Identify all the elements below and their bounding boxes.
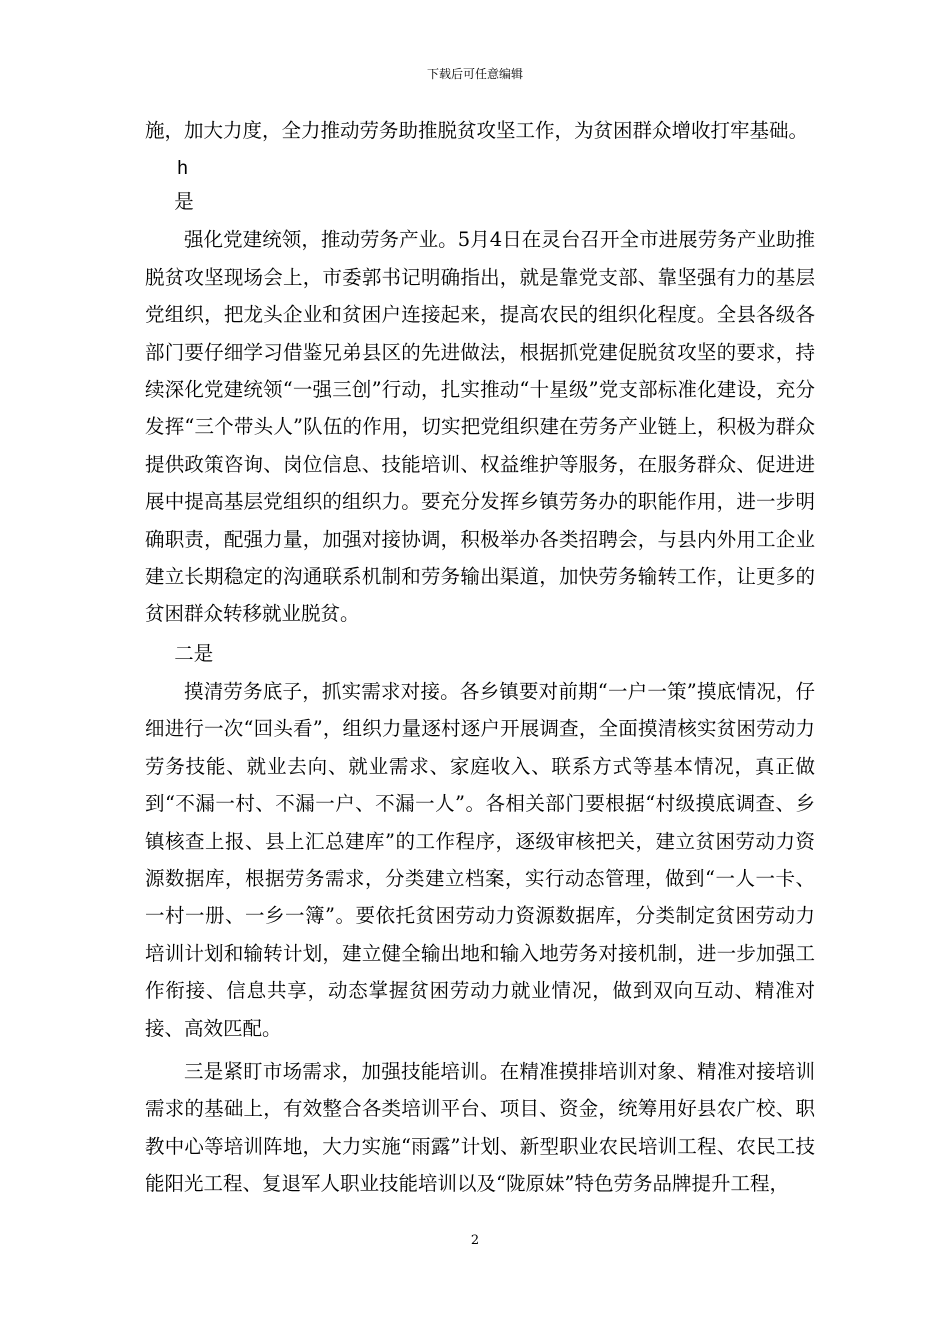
section-marker-one: 是 bbox=[174, 190, 194, 214]
paragraph-labor-survey: 摸清劳务底子，抓实需求对接。各乡镇要对前期“一户一策”摸底情况，仔细进行一次“回头看”，组织力量逐村逐户开展调查，全面摸清核实贫困劳动力劳务技能、就业去向、就业需求、家庭收入、联系方式等基本情况，真正做到“不漏一村、不漏一户、不漏一人”。各相关部门要根据“村级摸底调查、乡镇核查上报、县上汇总建库”的工作程序，逐级审核把关，建立贫困劳动力资源数据库，根据劳务需求，分类建立档案，实行动态管理，做到“一人一卡、一村一册、一乡一簿”。要依托贫困劳动力资源数据库，分类制定贫困劳动力培训计划和输转计划，建立健全输出地和输入地劳务对接机制，进一步加强工作衔接、信息共享，动态掌握贫困劳动力就业情况，做到双向互动、精准对接、高效匹配。 bbox=[145, 679, 815, 1040]
stray-character: h bbox=[177, 158, 188, 180]
section-marker-two: 二是 bbox=[174, 641, 214, 665]
document-body bbox=[145, 112, 815, 1209]
page-header: 下载后可任意编辑 bbox=[426, 67, 523, 81]
paragraph-skills-training: 三是紧盯市场需求，加强技能培训。在精准摸排培训对象、精准对接培训需求的基础上，有效整合各类培训平台、项目、资金，统筹用好县农广校、职教中心等培训阵地，大力实施“雨露”计划、新型职业农民培训工程、农民工技能阳光工程、复退军人职业技能培训以及“陇原妹”特色劳务品牌提升工程， bbox=[145, 1059, 815, 1196]
page-number: 2 bbox=[470, 1233, 480, 1248]
paragraph-continuation: 施，加大力度，全力推动劳务助推脱贫攻坚工作，为贫困群众增收打牢基础。 bbox=[145, 119, 809, 142]
paragraph-party-building: 强化党建统领，推动劳务产业。5月4日在灵台召开全市进展劳务产业助推脱贫攻坚现场会上，市委郭书记明确指出，就是靠党支部、靠坚强有力的基层党组织，把龙头企业和贫困户连接起来，提高农民的组织化程度。全县各级各部门要仔细学习借鉴兄弟县区的先进做法，根据抓党建促脱贫攻坚的要求，持续深化党建统领“一强三创”行动，扎实推动“十星级”党支部标准化建设，充分发挥“三个带头人”队伍的作用，切实把党组织建在劳务产业链上，积极为群众提供政策咨询、岗位信息、技能培训、权益维护等服务，在服务群众、促进进展中提高基层党组织的组织力。要充分发挥乡镇劳务办的职能作用，进一步明确职责，配强力量，加强对接协调，积极举办各类招聘会，与县内外用工企业建立长期稳定的沟通联系机制和劳务输出渠道，加快劳务输转工作，让更多的贫困群众转移就业脱贫。 bbox=[145, 228, 815, 626]
